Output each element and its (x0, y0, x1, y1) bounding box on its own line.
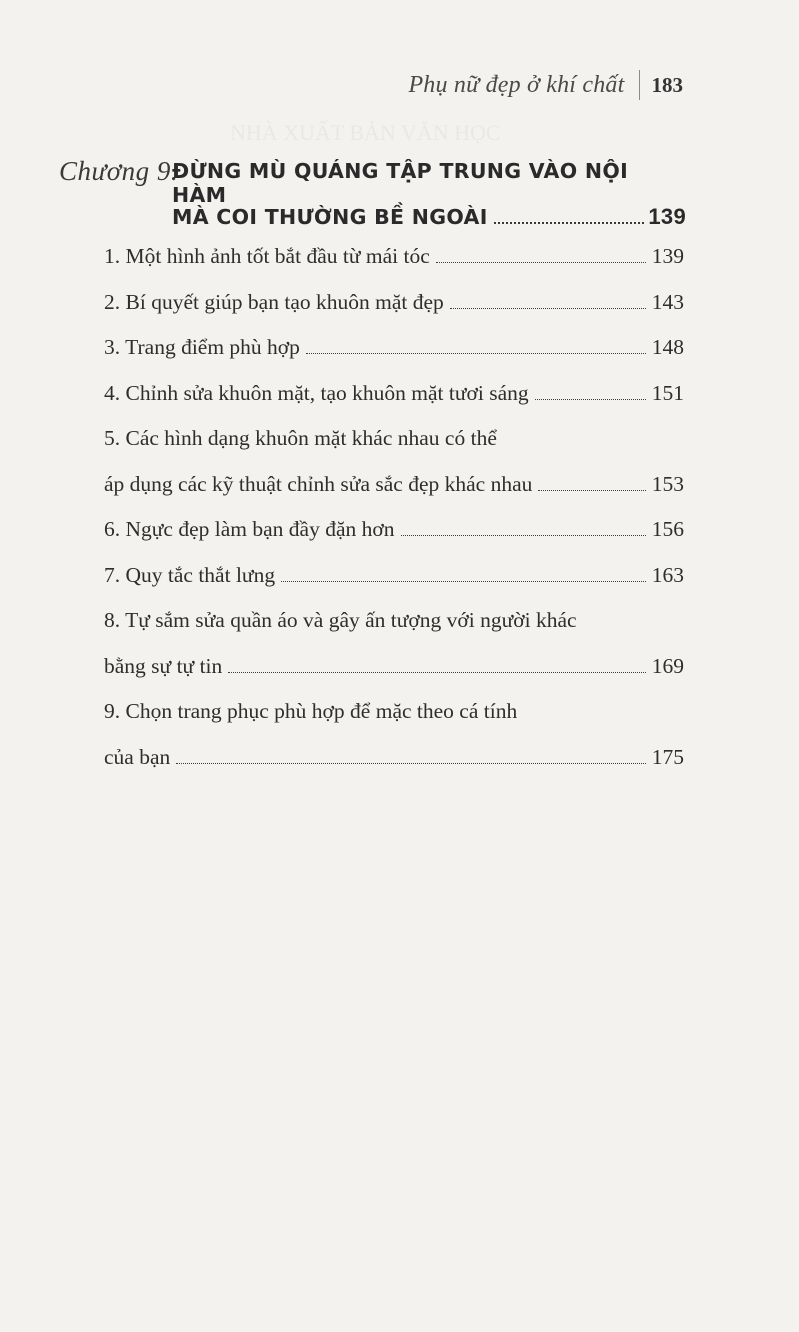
dot-leader (436, 262, 646, 263)
toc-entry-page: 143 (651, 289, 684, 314)
toc-entry-title-first-line: 9. Chọn trang phục phù hợp để mặc theo cá tính (104, 699, 518, 723)
toc-entry-page: 139 (651, 244, 684, 268)
toc-entry (104, 244, 684, 290)
dot-leader (176, 763, 645, 764)
dot-leader (401, 535, 646, 536)
toc-entry-title: 4. Chỉnh sửa khuôn mặt, tạo khuôn mặt tươi sáng (104, 380, 529, 405)
toc-entry-line (104, 426, 684, 472)
toc-entry-title: 1. Một hình ảnh tốt bắt đầu từ mái tóc (104, 244, 430, 268)
toc-entry-page: 169 (651, 653, 684, 678)
running-header (408, 70, 683, 100)
toc-entry-title: áp dụng các kỹ thuật chỉnh sửa sắc đẹp khác nhau (104, 471, 533, 496)
chapter-label: Chương 9. (59, 156, 179, 186)
toc-entry-page: 148 (651, 335, 684, 359)
toc-entry-title: 3. Trang điểm phù hợp (104, 335, 300, 359)
running-header-title: Phụ nữ đẹp ở khí chất (408, 71, 625, 98)
toc-entry-page: 163 (651, 562, 684, 587)
dot-leader (306, 353, 646, 354)
page-number: 183 (651, 72, 683, 97)
dot-leader (281, 581, 646, 582)
toc-entry-title: bằng sự tự tin (104, 653, 223, 678)
toc-entry (104, 699, 684, 790)
header-divider (639, 70, 640, 100)
toc-entry-line (104, 654, 684, 700)
dot-leader (228, 672, 645, 673)
toc-entry-title: 2. Bí quyết giúp bạn tạo khuôn mặt đẹp (104, 289, 444, 314)
toc-entry-title: 6. Ngực đẹp làm bạn đầy đặn hơn (104, 517, 395, 541)
toc-list (104, 244, 684, 790)
toc-entry (104, 563, 684, 609)
toc-entry-title: của bạn (104, 744, 171, 769)
toc-entry (104, 517, 684, 563)
chapter-title-text-1: ĐỪNG MÙ QUÁNG TẬP TRUNG VÀO NỘI HÀM (172, 159, 628, 207)
chapter-title-line-2 (172, 204, 686, 230)
toc-entry-line (104, 381, 684, 427)
toc-entry-title-first-line: 8. Tự sắm sửa quần áo và gây ấn tượng với người khác (104, 608, 577, 632)
chapter-title-text-2: MÀ COI THƯỜNG BỀ NGOÀI (172, 205, 488, 229)
toc-entry (104, 608, 684, 699)
toc-entry-line (104, 244, 684, 290)
toc-entry-title-first-line: 5. Các hình dạng khuôn mặt khác nhau có thể (104, 426, 497, 450)
chapter-page: 139 (648, 204, 686, 229)
toc-entry (104, 335, 684, 381)
toc-entry-title: 7. Quy tắc thắt lưng (104, 562, 276, 587)
dot-leader (538, 490, 645, 491)
dot-leader (535, 399, 646, 400)
dot-leader (450, 308, 646, 309)
toc-entry-line (104, 608, 684, 654)
toc-entry-page: 151 (651, 380, 684, 405)
toc-entry-line (104, 290, 684, 336)
toc-entry-line (104, 699, 684, 745)
toc-entry-page: 175 (651, 744, 684, 769)
dot-leader (494, 222, 645, 224)
toc-entry-line (104, 472, 684, 518)
toc-entry (104, 290, 684, 336)
toc-entry (104, 426, 684, 517)
bleed-through-text: NHÀ XUẤT BẢN VĂN HỌC (230, 120, 501, 145)
toc-entry-line (104, 517, 684, 563)
toc-entry-line (104, 563, 684, 609)
toc-entry-line (104, 745, 684, 791)
toc-entry-page: 153 (651, 471, 684, 496)
toc-entry (104, 381, 684, 427)
chapter-title-line-1 (172, 159, 685, 207)
toc-entry-page: 156 (651, 517, 684, 541)
toc-entry-line (104, 335, 684, 381)
